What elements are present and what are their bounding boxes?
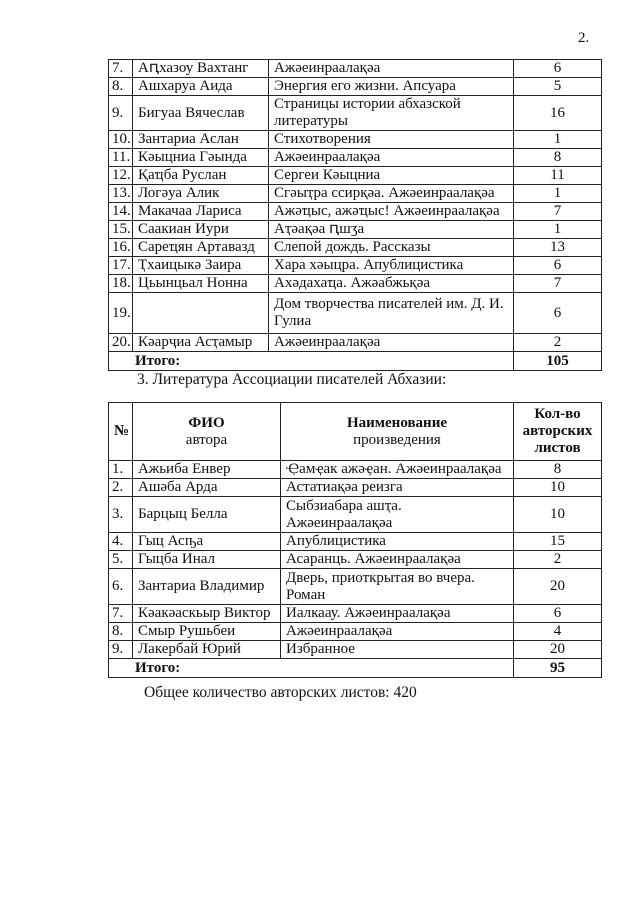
total-row (109, 659, 602, 678)
work-title: Ажәеинраалақәа (269, 334, 514, 352)
sheet-count: 20 (514, 569, 602, 605)
sheet-count: 8 (514, 149, 602, 167)
author-name: Кәакәаскьыр Виктор (133, 605, 281, 623)
work-title: Дом творчества писателей им. Д. И. Гулиа (269, 293, 514, 334)
header-work: Наименование произведения (281, 403, 514, 461)
table-header-row (109, 403, 602, 461)
table-row (109, 275, 602, 293)
sheet-count: 6 (514, 257, 602, 275)
work-title: Дверь, приоткрытая во вчера. Роман (281, 569, 514, 605)
association-table (108, 402, 602, 678)
row-number: 16. (109, 239, 133, 257)
summary-total: Общее количество авторских листов: 420 (144, 684, 417, 701)
work-title: Аҭәақәа ԥшӡа (269, 221, 514, 239)
table-row (109, 257, 602, 275)
total-label: Итого: (109, 659, 514, 678)
table-row (109, 623, 602, 641)
sheet-count: 7 (514, 275, 602, 293)
author-name: Ҭхаицыкә Заира (133, 257, 269, 275)
header-author: ФИО автора (133, 403, 281, 461)
sheet-count: 6 (514, 60, 602, 78)
work-title: Слепой дождь. Рассказы (269, 239, 514, 257)
work-title: Ҿамҿак ажәҿан. Ажәеинраалақәа (281, 461, 514, 479)
author-name: Зантариа Аслан (133, 131, 269, 149)
author-name: Ашхаруа Аида (133, 78, 269, 96)
section-3-title: 3. Литература Ассоциации писателей Абхазии: (137, 371, 447, 388)
work-title: Асаранць. Ажәеинраалақәа (281, 551, 514, 569)
row-number: 18. (109, 275, 133, 293)
table-row (109, 605, 602, 623)
table-row (109, 167, 602, 185)
work-title: Астатиақәа реизга (281, 479, 514, 497)
author-name: Смыр Рушьбеи (133, 623, 281, 641)
table-row (109, 131, 602, 149)
author-name: Гыц Асҧа (133, 533, 281, 551)
author-name: Кәыцниа Гәында (133, 149, 269, 167)
work-title: Страницы истории абхазской литературы (269, 96, 514, 131)
author-name: Зантариа Владимир (133, 569, 281, 605)
author-name: Гыцба Инал (133, 551, 281, 569)
page-number: 2. (578, 30, 590, 46)
table-row (109, 551, 602, 569)
table-row (109, 569, 602, 605)
table-row (109, 149, 602, 167)
row-number: 19. (109, 293, 133, 334)
author-name: Ашәба Арда (133, 479, 281, 497)
work-title: Апублицистика (281, 533, 514, 551)
table-row (109, 60, 602, 78)
row-number: 9. (109, 96, 133, 131)
sheet-count: 13 (514, 239, 602, 257)
table-row (109, 461, 602, 479)
work-title: Избранное (281, 641, 514, 659)
sheet-count: 5 (514, 78, 602, 96)
row-number: 14. (109, 203, 133, 221)
total-label: Итого: (109, 352, 514, 371)
row-number: 5. (109, 551, 133, 569)
sheet-count: 8 (514, 461, 602, 479)
table-row (109, 293, 602, 334)
sheet-count: 6 (514, 293, 602, 334)
row-number: 12. (109, 167, 133, 185)
table-row (109, 221, 602, 239)
row-number: 3. (109, 497, 133, 533)
row-number: 8. (109, 623, 133, 641)
sheet-count: 11 (514, 167, 602, 185)
total-row (109, 352, 602, 371)
author-name: Логәуа Алик (133, 185, 269, 203)
sheet-count: 20 (514, 641, 602, 659)
work-title: Стихотворения (269, 131, 514, 149)
row-number: 6. (109, 569, 133, 605)
row-number: 10. (109, 131, 133, 149)
sheet-count: 1 (514, 185, 602, 203)
sheet-count: 10 (514, 497, 602, 533)
work-title: Сгәыҭра ссирқәа. Ажәеинраалақәа (269, 185, 514, 203)
total-value: 95 (514, 659, 602, 678)
table-row (109, 203, 602, 221)
author-name: Кәарҷиа Асҭамыр (133, 334, 269, 352)
work-title: Ажәеинраалақәа (269, 149, 514, 167)
table-row (109, 497, 602, 533)
row-number: 4. (109, 533, 133, 551)
author-name: Барцыц Белла (133, 497, 281, 533)
sheet-count: 1 (514, 131, 602, 149)
sheet-count: 2 (514, 334, 602, 352)
row-number: 9. (109, 641, 133, 659)
sheet-count: 6 (514, 605, 602, 623)
row-number: 20. (109, 334, 133, 352)
table-row (109, 78, 602, 96)
table-row (109, 239, 602, 257)
row-number: 8. (109, 78, 133, 96)
author-name: Макачаа Лариса (133, 203, 269, 221)
work-title: Ажәеинраалақәа (281, 623, 514, 641)
work-title: Хара хәыцра. Апублицистика (269, 257, 514, 275)
sheet-count: 4 (514, 623, 602, 641)
sheet-count: 16 (514, 96, 602, 131)
row-number: 11. (109, 149, 133, 167)
author-name: Бигуаа Вячеслав (133, 96, 269, 131)
work-title: Сергеи Кәыцниа (269, 167, 514, 185)
row-number: 17. (109, 257, 133, 275)
work-title: Энергия его жизни. Апсуара (269, 78, 514, 96)
author-name: Аԥхазоу Вахтанг (133, 60, 269, 78)
authors-table-continued (108, 59, 602, 371)
total-value: 105 (514, 352, 602, 371)
row-number: 1. (109, 461, 133, 479)
header-sheets: Кол-во авторских листов (514, 403, 602, 461)
row-number: 15. (109, 221, 133, 239)
author-name: Цьынцьал Нонна (133, 275, 269, 293)
header-num: № (109, 403, 133, 461)
sheet-count: 10 (514, 479, 602, 497)
author-name: Сареҵян Артавазд (133, 239, 269, 257)
row-number: 13. (109, 185, 133, 203)
table-row (109, 185, 602, 203)
table-row (109, 334, 602, 352)
author-name (133, 293, 269, 334)
work-title: Ахәдахаҵа. Ажәабжьқәа (269, 275, 514, 293)
row-number: 7. (109, 605, 133, 623)
sheet-count: 2 (514, 551, 602, 569)
author-name: Лакербай Юрий (133, 641, 281, 659)
row-number: 7. (109, 60, 133, 78)
sheet-count: 1 (514, 221, 602, 239)
author-name: Ажьиба Енвер (133, 461, 281, 479)
table-row (109, 641, 602, 659)
table-row (109, 533, 602, 551)
table-row (109, 479, 602, 497)
sheet-count: 7 (514, 203, 602, 221)
table-row (109, 96, 602, 131)
sheet-count: 15 (514, 533, 602, 551)
work-title: Ажәҵыс, ажәҵыс! Ажәеинраалақәа (269, 203, 514, 221)
work-title: Сыбзиабара ашҭа. Ажәеинраалақәа (281, 497, 514, 533)
author-name: Саакиан Иури (133, 221, 269, 239)
author-name: Қаҵба Руслан (133, 167, 269, 185)
row-number: 2. (109, 479, 133, 497)
work-title: Иалкаау. Ажәеинраалақәа (281, 605, 514, 623)
work-title: Ажәеинраалақәа (269, 60, 514, 78)
